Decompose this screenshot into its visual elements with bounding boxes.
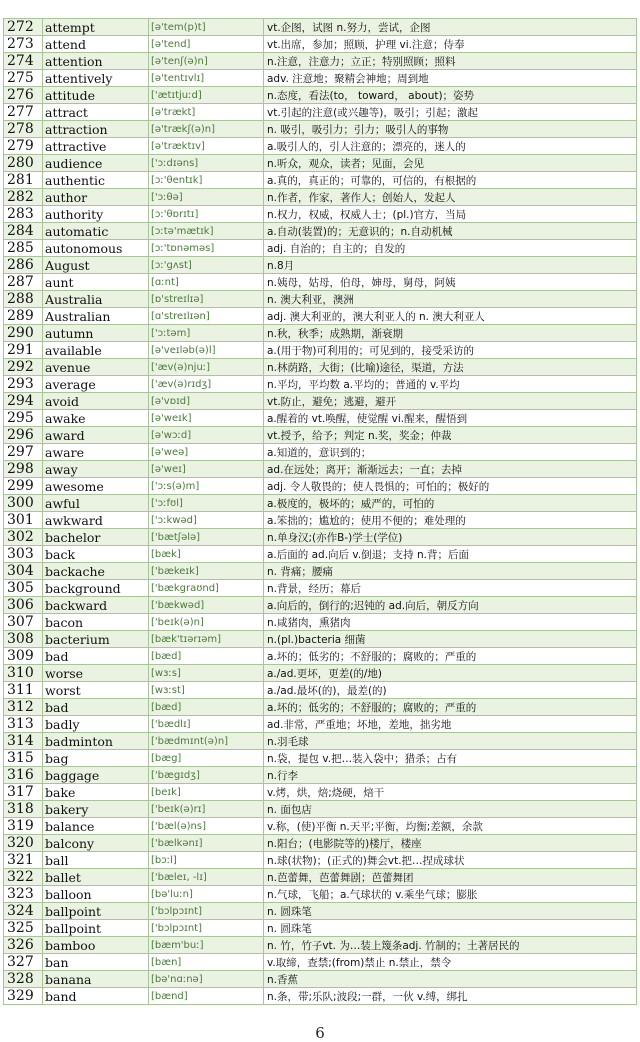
entry-word: author: [43, 189, 149, 206]
entry-number: 274: [4, 53, 43, 70]
entry-definition: n.听众，观众，读者；见面，会见: [264, 155, 637, 172]
vocab-row: [4, 444, 637, 461]
entry-word: bakery: [43, 801, 149, 818]
entry-word: bacon: [43, 614, 149, 631]
entry-word: attraction: [43, 121, 149, 138]
entry-word: bake: [43, 784, 149, 801]
vocab-row: [4, 869, 637, 886]
entry-word: awful: [43, 495, 149, 512]
vocab-row: [4, 410, 637, 427]
entry-phonetic: [ə'weɪ]: [149, 461, 264, 478]
entry-word: baggage: [43, 767, 149, 784]
entry-number: 298: [4, 461, 43, 478]
entry-definition: n.背景，经历；幕后: [264, 580, 637, 597]
entry-word: aware: [43, 444, 149, 461]
entry-phonetic: ['bɔlpɔɪnt]: [149, 920, 264, 937]
entry-phonetic: [ə'trækt]: [149, 104, 264, 121]
entry-definition: n.单身汉;(亦作B-)学士(学位): [264, 529, 637, 546]
entry-number: 324: [4, 903, 43, 920]
entry-word: ball: [43, 852, 149, 869]
entry-phonetic: ['ɔːs(ə)m]: [149, 478, 264, 495]
vocab-row: [4, 427, 637, 444]
entry-word: banana: [43, 971, 149, 988]
entry-definition: n.行李: [264, 767, 637, 784]
entry-word: Australian: [43, 308, 149, 325]
entry-phonetic: [ə'tentɪvlɪ]: [149, 70, 264, 87]
entry-word: worst: [43, 682, 149, 699]
entry-definition: n. 澳大利亚，澳洲: [264, 291, 637, 308]
entry-phonetic: [ɔː'θentɪk]: [149, 172, 264, 189]
entry-phonetic: [ɑːnt]: [149, 274, 264, 291]
entry-number: 277: [4, 104, 43, 121]
entry-definition: vt.防止，避免；逃避，避开: [264, 393, 637, 410]
entry-number: 312: [4, 699, 43, 716]
entry-definition: n.权力，权威，权威人士；(pl.)官方，当局: [264, 206, 637, 223]
entry-number: 279: [4, 138, 43, 155]
entry-number: 287: [4, 274, 43, 291]
entry-word: bamboo: [43, 937, 149, 954]
entry-definition: adj. 自治的；自主的；自发的: [264, 240, 637, 257]
entry-definition: a.醒着的 vt.唤醒，使觉醒 vi.醒来，醒悟到: [264, 410, 637, 427]
vocab-row: [4, 308, 637, 325]
entry-word: awake: [43, 410, 149, 427]
vocab-row: [4, 716, 637, 733]
entry-word: balance: [43, 818, 149, 835]
entry-definition: a.知道的，意识到的；: [264, 444, 637, 461]
vocab-row: [4, 274, 637, 291]
entry-number: 276: [4, 87, 43, 104]
entry-number: 310: [4, 665, 43, 682]
entry-phonetic: ['bækgraʊnd]: [149, 580, 264, 597]
vocab-row: [4, 342, 637, 359]
entry-definition: n.阳台；(电影院等的)楼厅，楼座: [264, 835, 637, 852]
entry-definition: n.香蕉: [264, 971, 637, 988]
vocab-row: [4, 835, 637, 852]
entry-word: bachelor: [43, 529, 149, 546]
entry-definition: n.姨母，姑母，伯母，婶母，舅母，阿姨: [264, 274, 637, 291]
vocabulary-rows: [4, 19, 637, 1005]
entry-phonetic: [ə'veɪləb(ə)l]: [149, 342, 264, 359]
entry-number: 285: [4, 240, 43, 257]
entry-phonetic: [bæk'tɪərɪəm]: [149, 631, 264, 648]
entry-phonetic: [ɔː'θɒrɪtɪ]: [149, 206, 264, 223]
entry-definition: adj. 澳大利亚的，澳大利亚人的 n. 澳大利亚人: [264, 308, 637, 325]
entry-phonetic: ['ɔːfʊl]: [149, 495, 264, 512]
entry-definition: v.烤，烘，焙;烧硬，焙干: [264, 784, 637, 801]
entry-word: available: [43, 342, 149, 359]
entry-number: 273: [4, 36, 43, 53]
entry-number: 299: [4, 478, 43, 495]
entry-phonetic: ['bælkənɪ]: [149, 835, 264, 852]
entry-phonetic: [ə'træktɪv]: [149, 138, 264, 155]
entry-number: 305: [4, 580, 43, 597]
vocab-row: [4, 665, 637, 682]
entry-definition: n.气球，飞船；a.气球状的 v.乘坐气球；膨胀: [264, 886, 637, 903]
entry-phonetic: [ɔːtə'mætɪk]: [149, 223, 264, 240]
vocab-row: [4, 954, 637, 971]
entry-definition: a./ad.最坏(的)，最差(的): [264, 682, 637, 699]
entry-word: attempt: [43, 19, 149, 36]
vocab-row: [4, 189, 637, 206]
entry-definition: n.态度，看法(to， toward， about)；姿势: [264, 87, 637, 104]
entry-definition: n.袋，提包 v.把…装入袋中；猎杀；占有: [264, 750, 637, 767]
entry-word: avenue: [43, 359, 149, 376]
vocab-row: [4, 240, 637, 257]
vocab-row: [4, 121, 637, 138]
entry-definition: a.真的，真正的；可靠的，可信的，有根据的: [264, 172, 637, 189]
entry-definition: vt.授予，给予；判定 n.奖，奖金；仲裁: [264, 427, 637, 444]
entry-word: attend: [43, 36, 149, 53]
vocab-row: [4, 988, 637, 1005]
vocab-row: [4, 325, 637, 342]
vocab-row: [4, 359, 637, 376]
vocab-row: [4, 19, 637, 36]
vocab-row: [4, 886, 637, 903]
entry-number: 289: [4, 308, 43, 325]
entry-number: 315: [4, 750, 43, 767]
entry-definition: a.自动(装置)的；无意识的；n.自动机械: [264, 223, 637, 240]
entry-number: 321: [4, 852, 43, 869]
entry-definition: n. 背痛；腰痛: [264, 563, 637, 580]
entry-word: autonomous: [43, 240, 149, 257]
entry-definition: n. 吸引，吸引力；引力；吸引人的事物: [264, 121, 637, 138]
entry-number: 282: [4, 189, 43, 206]
vocab-row: [4, 87, 637, 104]
entry-word: award: [43, 427, 149, 444]
entry-number: 318: [4, 801, 43, 818]
vocab-row: [4, 648, 637, 665]
entry-phonetic: ['ɔːθə]: [149, 189, 264, 206]
entry-number: 284: [4, 223, 43, 240]
entry-number: 272: [4, 19, 43, 36]
entry-phonetic: [ə'tenʃ(ə)n]: [149, 53, 264, 70]
entry-phonetic: ['bædmɪnt(ə)n]: [149, 733, 264, 750]
entry-definition: a.笨拙的；尴尬的；使用不便的；难处理的: [264, 512, 637, 529]
vocab-row: [4, 937, 637, 954]
entry-phonetic: [ə'weə]: [149, 444, 264, 461]
entry-word: automatic: [43, 223, 149, 240]
entry-number: 307: [4, 614, 43, 631]
vocab-row: [4, 291, 637, 308]
entry-definition: n.8月: [264, 257, 637, 274]
entry-word: ballpoint: [43, 920, 149, 937]
entry-definition: n. 圆珠笔: [264, 903, 637, 920]
entry-definition: a.坏的；低劣的；不舒服的；腐败的；严重的: [264, 648, 637, 665]
entry-definition: n. 圆珠笔: [264, 920, 637, 937]
entry-definition: n.作者，作家，著作人；创始人，发起人: [264, 189, 637, 206]
entry-number: 309: [4, 648, 43, 665]
entry-phonetic: [ɔː'tɒnəməs]: [149, 240, 264, 257]
vocab-row: [4, 546, 637, 563]
entry-number: 297: [4, 444, 43, 461]
entry-number: 302: [4, 529, 43, 546]
entry-word: balcony: [43, 835, 149, 852]
entry-word: bad: [43, 699, 149, 716]
entry-word: audience: [43, 155, 149, 172]
entry-definition: n.芭蕾舞，芭蕾舞剧；芭蕾舞团: [264, 869, 637, 886]
vocab-row: [4, 223, 637, 240]
entry-phonetic: ['ɔːdɪəns]: [149, 155, 264, 172]
vocab-row: [4, 801, 637, 818]
entry-phonetic: ['ɔːtəm]: [149, 325, 264, 342]
entry-definition: ad.在远处；离开；渐渐远去；一直；去掉: [264, 461, 637, 478]
entry-word: backward: [43, 597, 149, 614]
entry-definition: n.(pl.)bacteria 细菌: [264, 631, 637, 648]
entry-definition: a.极度的，极坏的；威严的，可怕的: [264, 495, 637, 512]
vocab-row: [4, 104, 637, 121]
entry-phonetic: [bæk]: [149, 546, 264, 563]
vocab-row: [4, 614, 637, 631]
entry-definition: n.秋，秋季；成熟期，渐衰期: [264, 325, 637, 342]
entry-word: away: [43, 461, 149, 478]
entry-phonetic: [bæm'buː]: [149, 937, 264, 954]
entry-word: August: [43, 257, 149, 274]
entry-definition: vt.引起的注意(或兴趣等)，吸引；引起；激起: [264, 104, 637, 121]
entry-phonetic: [ɑ'streɪlɪən]: [149, 308, 264, 325]
vocab-row: [4, 563, 637, 580]
vocab-row: [4, 971, 637, 988]
entry-number: 317: [4, 784, 43, 801]
vocab-row: [4, 750, 637, 767]
vocab-row: [4, 53, 637, 70]
entry-phonetic: [ə'weɪk]: [149, 410, 264, 427]
entry-phonetic: ['æv(ə)njuː]: [149, 359, 264, 376]
entry-number: 326: [4, 937, 43, 954]
entry-number: 303: [4, 546, 43, 563]
entry-phonetic: [bæg]: [149, 750, 264, 767]
entry-definition: adj. 令人敬畏的；使人畏惧的；可怕的；极好的: [264, 478, 637, 495]
entry-phonetic: [bæn]: [149, 954, 264, 971]
entry-number: 313: [4, 716, 43, 733]
entry-phonetic: [wɜːs]: [149, 665, 264, 682]
vocab-row: [4, 512, 637, 529]
entry-number: 288: [4, 291, 43, 308]
entry-phonetic: ['ætɪtjuːd]: [149, 87, 264, 104]
vocab-row: [4, 699, 637, 716]
entry-number: 304: [4, 563, 43, 580]
entry-number: 322: [4, 869, 43, 886]
entry-definition: n. 面包店: [264, 801, 637, 818]
entry-definition: a.坏的；低劣的；不舒服的；腐败的；严重的: [264, 699, 637, 716]
entry-phonetic: [bæd]: [149, 699, 264, 716]
entry-phonetic: [bə'nɑːnə]: [149, 971, 264, 988]
entry-number: 283: [4, 206, 43, 223]
entry-number: 275: [4, 70, 43, 87]
entry-number: 293: [4, 376, 43, 393]
vocab-row: [4, 580, 637, 597]
entry-phonetic: ['bætʃələ]: [149, 529, 264, 546]
entry-definition: a.(用于物)可利用的；可见到的，接受采访的: [264, 342, 637, 359]
entry-phonetic: ['bæl(ə)ns]: [149, 818, 264, 835]
entry-number: 281: [4, 172, 43, 189]
entry-number: 316: [4, 767, 43, 784]
entry-phonetic: ['bægɪdʒ]: [149, 767, 264, 784]
vocab-row: [4, 903, 637, 920]
entry-phonetic: [bænd]: [149, 988, 264, 1005]
vocab-row: [4, 376, 637, 393]
vocab-row: [4, 155, 637, 172]
entry-word: ballet: [43, 869, 149, 886]
entry-word: backache: [43, 563, 149, 580]
entry-definition: a./ad.更坏，更差(的/地): [264, 665, 637, 682]
entry-phonetic: ['bæleɪ, -lɪ]: [149, 869, 264, 886]
vocab-row: [4, 631, 637, 648]
vocab-row: [4, 529, 637, 546]
entry-number: 311: [4, 682, 43, 699]
entry-definition: adv. 注意地；聚精会神地；周到地: [264, 70, 637, 87]
entry-definition: n.球(状物)；(正式的)舞会vt.把…捏成球状: [264, 852, 637, 869]
entry-phonetic: ['bækeɪk]: [149, 563, 264, 580]
entry-word: attention: [43, 53, 149, 70]
entry-definition: v.取缔，查禁;(from)禁止 n.禁止，禁令: [264, 954, 637, 971]
entry-phonetic: [ə'tend]: [149, 36, 264, 53]
entry-number: 319: [4, 818, 43, 835]
entry-definition: a.向后的，倒行的;迟钝的 ad.向后，朝反方向: [264, 597, 637, 614]
entry-definition: ad.非常，严重地；坏地，差地，拙劣地: [264, 716, 637, 733]
vocab-row: [4, 767, 637, 784]
entry-phonetic: [ə'wɔːd]: [149, 427, 264, 444]
entry-word: authentic: [43, 172, 149, 189]
entry-word: attract: [43, 104, 149, 121]
entry-word: bag: [43, 750, 149, 767]
entry-number: 278: [4, 121, 43, 138]
entry-word: band: [43, 988, 149, 1005]
entry-word: ballpoint: [43, 903, 149, 920]
vocabulary-table: [3, 18, 637, 1005]
entry-definition: n.羽毛球: [264, 733, 637, 750]
vocab-row: [4, 597, 637, 614]
vocab-row: [4, 70, 637, 87]
entry-number: 295: [4, 410, 43, 427]
entry-word: worse: [43, 665, 149, 682]
page-number: 6: [315, 1024, 325, 1042]
vocab-row: [4, 478, 637, 495]
entry-definition: n.咸猪肉，熏猪肉: [264, 614, 637, 631]
entry-definition: n.注意，注意力；立正；特别照顾；照料: [264, 53, 637, 70]
entry-number: 291: [4, 342, 43, 359]
entry-number: 280: [4, 155, 43, 172]
vocab-row: [4, 852, 637, 869]
entry-number: 300: [4, 495, 43, 512]
entry-definition: vt.企图，试图 n.努力，尝试，企图: [264, 19, 637, 36]
entry-definition: n.林荫路，大街；(比喻)途径，渠道，方法: [264, 359, 637, 376]
entry-phonetic: ['beɪk(ə)n]: [149, 614, 264, 631]
entry-number: 323: [4, 886, 43, 903]
vocab-row: [4, 784, 637, 801]
entry-phonetic: [ə'tem(p)t]: [149, 19, 264, 36]
entry-phonetic: [ə'trækʃ(ə)n]: [149, 121, 264, 138]
vocab-row: [4, 818, 637, 835]
entry-number: 301: [4, 512, 43, 529]
vocab-row: [4, 920, 637, 937]
entry-word: attentively: [43, 70, 149, 87]
entry-number: 327: [4, 954, 43, 971]
vocab-row: [4, 461, 637, 478]
vocab-row: [4, 682, 637, 699]
entry-phonetic: [wɜːst]: [149, 682, 264, 699]
entry-word: avoid: [43, 393, 149, 410]
entry-word: aunt: [43, 274, 149, 291]
entry-number: 292: [4, 359, 43, 376]
entry-number: 286: [4, 257, 43, 274]
entry-phonetic: ['beɪk(ə)rɪ]: [149, 801, 264, 818]
vocab-row: [4, 172, 637, 189]
entry-definition: a.吸引人的，引人注意的；漂亮的，迷人的: [264, 138, 637, 155]
entry-number: 294: [4, 393, 43, 410]
entry-word: badly: [43, 716, 149, 733]
entry-definition: vt.出席，参加；照顾，护理 vi.注意；侍奉: [264, 36, 637, 53]
vocab-row: [4, 138, 637, 155]
entry-number: 290: [4, 325, 43, 342]
entry-phonetic: [bæd]: [149, 648, 264, 665]
entry-word: awkward: [43, 512, 149, 529]
entry-word: badminton: [43, 733, 149, 750]
entry-word: autumn: [43, 325, 149, 342]
vocab-row: [4, 733, 637, 750]
vocab-row: [4, 495, 637, 512]
entry-number: 308: [4, 631, 43, 648]
entry-definition: v.称，(使)平衡 n.天平;平衡，均衡;差额，余款: [264, 818, 637, 835]
entry-word: awesome: [43, 478, 149, 495]
entry-word: authority: [43, 206, 149, 223]
entry-phonetic: ['bædlɪ]: [149, 716, 264, 733]
vocab-row: [4, 36, 637, 53]
entry-word: back: [43, 546, 149, 563]
entry-word: average: [43, 376, 149, 393]
entry-definition: a.后面的 ad.向后 v.倒退；支持 n.背；后面: [264, 546, 637, 563]
entry-phonetic: ['æv(ə)rɪdʒ]: [149, 376, 264, 393]
entry-phonetic: ['ɔːkwəd]: [149, 512, 264, 529]
entry-word: attitude: [43, 87, 149, 104]
entry-phonetic: [beɪk]: [149, 784, 264, 801]
entry-definition: n.平均，平均数 a.平均的；普通的 v.平均: [264, 376, 637, 393]
entry-phonetic: [ɒ'streɪlɪə]: [149, 291, 264, 308]
entry-definition: n. 竹，竹子vt. 为…装上篾条adj. 竹制的；土著居民的: [264, 937, 637, 954]
entry-number: 325: [4, 920, 43, 937]
vocab-row: [4, 393, 637, 410]
entry-word: attractive: [43, 138, 149, 155]
vocab-row: [4, 206, 637, 223]
entry-phonetic: [ɔː'gʌst]: [149, 257, 264, 274]
entry-phonetic: [bə'luːn]: [149, 886, 264, 903]
entry-phonetic: ['bækwəd]: [149, 597, 264, 614]
entry-number: 296: [4, 427, 43, 444]
entry-number: 329: [4, 988, 43, 1005]
entry-word: bacterium: [43, 631, 149, 648]
entry-definition: n.条，带;乐队;波段;一群，一伙 v.缚，绑扎: [264, 988, 637, 1005]
entry-number: 314: [4, 733, 43, 750]
entry-word: Australia: [43, 291, 149, 308]
vocab-row: [4, 257, 637, 274]
entry-word: bad: [43, 648, 149, 665]
entry-number: 328: [4, 971, 43, 988]
entry-number: 306: [4, 597, 43, 614]
entry-word: ban: [43, 954, 149, 971]
entry-word: balloon: [43, 886, 149, 903]
entry-phonetic: ['bɔlpɔɪnt]: [149, 903, 264, 920]
entry-word: background: [43, 580, 149, 597]
entry-number: 320: [4, 835, 43, 852]
entry-phonetic: [bɔːl]: [149, 852, 264, 869]
entry-phonetic: [ə'vɒɪd]: [149, 393, 264, 410]
